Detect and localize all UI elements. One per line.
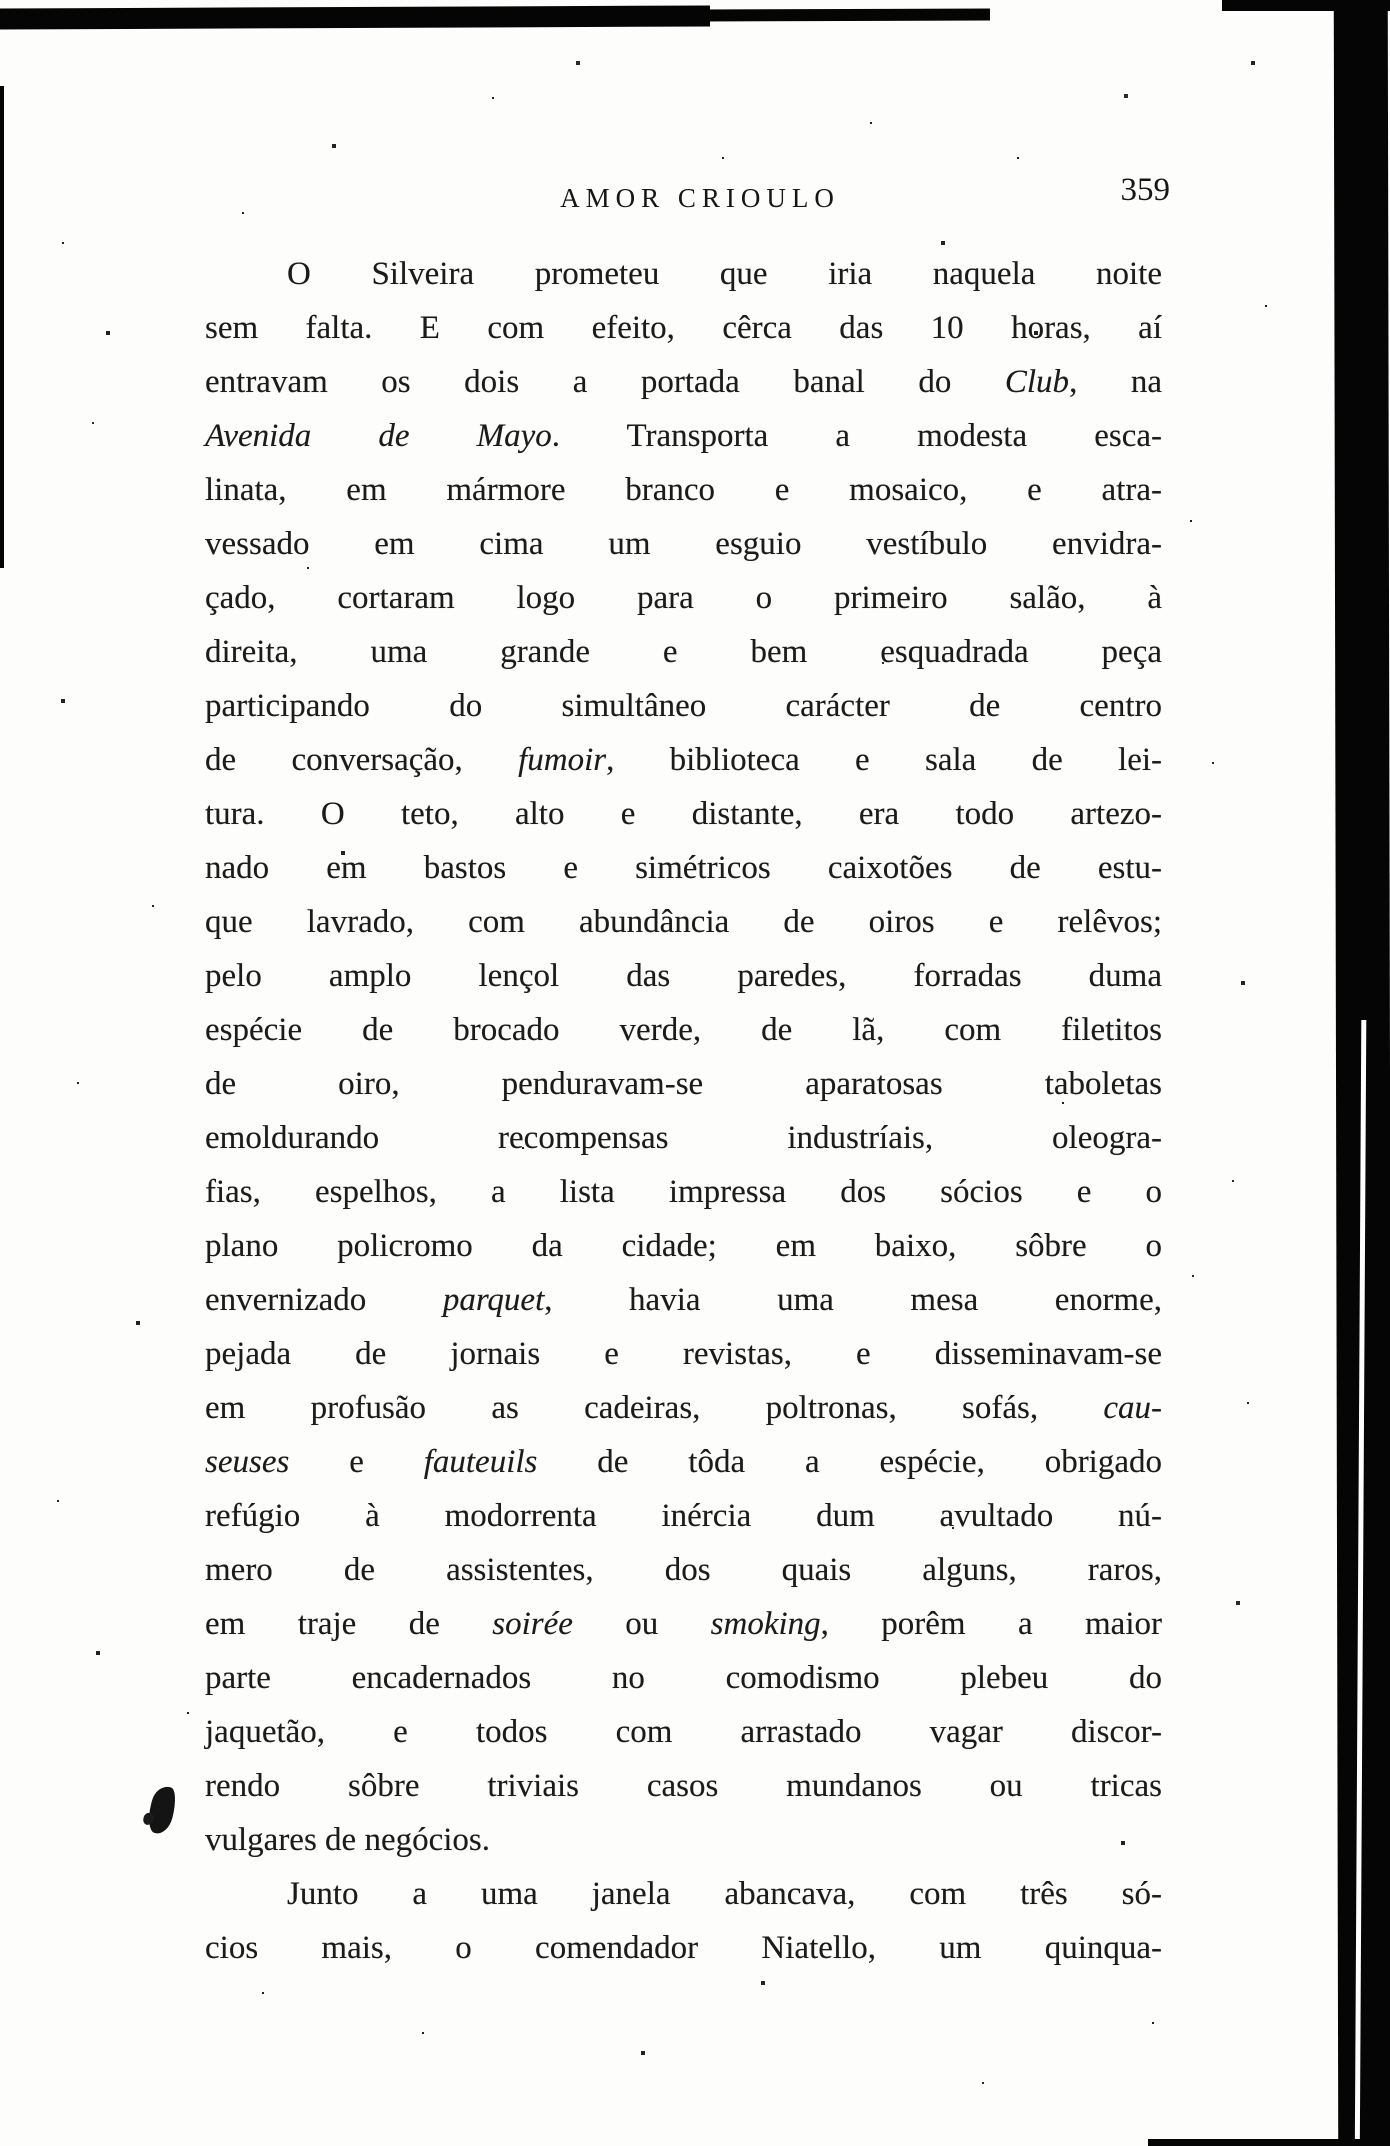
text-segment: , biblioteca e sala de lei-: [606, 742, 1162, 778]
text-line: [205, 1651, 1162, 1705]
scan-artifact-top-bar-right: [700, 8, 990, 21]
text-segment: que lavrado, com abundância de oiros e relêvos;: [205, 904, 1162, 940]
text-segment: fias, espelhos, a lista impressa dos sócios e o: [205, 1174, 1162, 1210]
italic-text-segment: seuses: [205, 1444, 290, 1480]
text-segment: entravam os dois a portada banal do: [205, 364, 1005, 400]
text-segment: ou: [572, 1606, 711, 1642]
text-line: [205, 1219, 1162, 1273]
paragraph: [205, 1867, 1162, 1975]
text-segment: Junto a uma janela abancava, com três só-: [287, 1876, 1162, 1912]
text-line: [205, 625, 1162, 679]
text-segment: linata, em mármore branco e mosaico, e atra-: [205, 472, 1162, 508]
text-line: [205, 1813, 1162, 1867]
text-segment: nado em bastos e simétricos caixotões de estu-: [205, 850, 1162, 886]
text-segment: espécie de brocado verde, de lã, com filetitos: [205, 1012, 1162, 1048]
text-segment: em traje de: [205, 1606, 493, 1642]
text-line: [205, 1057, 1162, 1111]
text-segment: envernizado: [205, 1282, 443, 1318]
text-line: [205, 733, 1162, 787]
text-line: [205, 463, 1162, 517]
text-segment: mero de assistentes, dos quais alguns, raros,: [205, 1552, 1162, 1588]
text-segment: de oiro, penduravam-se aparatosas taboletas: [205, 1066, 1162, 1102]
text-segment: vulgares de negócios.: [205, 1822, 490, 1858]
page-number: 359: [1120, 172, 1170, 208]
text-line: [205, 841, 1162, 895]
text-line: [205, 1381, 1162, 1435]
text-line: [205, 571, 1162, 625]
italic-text-segment: parquet: [442, 1282, 545, 1318]
scan-noise-specks: [0, 0, 2, 2]
text-segment: emoldurando recompensas industríais, oleogra-: [205, 1120, 1162, 1156]
paragraph: [205, 247, 1162, 1867]
italic-text-segment: soirée: [492, 1606, 573, 1642]
text-line: [205, 1867, 1162, 1921]
text-segment: rendo sôbre triviais casos mundanos ou tricas: [205, 1768, 1162, 1804]
text-line: [205, 517, 1162, 571]
text-segment: pejada de jornais e revistas, e disseminavam-se: [205, 1336, 1162, 1372]
text-segment: sem falta. E com efeito, cêrca das 10 horas, aí: [205, 310, 1162, 346]
text-line: [205, 949, 1162, 1003]
text-line: [205, 1165, 1162, 1219]
scan-artifact-bottom-strip: [1148, 2139, 1390, 2146]
text-line: [205, 1327, 1162, 1381]
text-line: [205, 1543, 1162, 1597]
italic-text-segment: cau-: [1103, 1390, 1162, 1426]
text-line: [205, 787, 1162, 841]
text-line: [205, 247, 1162, 301]
text-line: [205, 1489, 1162, 1543]
italic-text-segment: Club: [1004, 364, 1070, 400]
text-segment: parte encadernados no comodismo plebeu do: [205, 1660, 1162, 1696]
italic-text-segment: Avenida de Mayo: [205, 418, 552, 454]
text-segment: pelo amplo lençol das paredes, forradas duma: [205, 958, 1162, 994]
text-segment: vessado em cima um esguio vestíbulo envidra-: [205, 526, 1162, 562]
italic-text-segment: fauteuils: [423, 1444, 538, 1480]
text-segment: . Transporta a modesta esca-: [551, 418, 1162, 454]
text-line: [205, 1003, 1162, 1057]
text-segment: , havia uma mesa enorme,: [544, 1282, 1162, 1318]
text-line: [205, 1111, 1162, 1165]
text-line: [205, 301, 1162, 355]
text-segment: jaquetão, e todos com arrastado vagar discor-: [205, 1714, 1162, 1750]
text-line: [205, 1921, 1162, 1975]
italic-text-segment: smoking: [710, 1606, 821, 1642]
body-text-block: [205, 247, 1162, 1975]
text-segment: refúgio à modorrenta inércia dum avultado nú-: [205, 1498, 1162, 1534]
ink-blot: [145, 1784, 180, 1836]
text-line: [205, 355, 1162, 409]
text-line: [205, 1705, 1162, 1759]
text-segment: participando do simultâneo carácter de centro: [205, 688, 1162, 724]
text-line: [205, 1273, 1162, 1327]
text-line: [205, 1435, 1162, 1489]
text-line: [205, 1597, 1162, 1651]
text-segment: cios mais, o comendador Niatello, um quinqua-: [205, 1930, 1162, 1966]
text-segment: , porêm a maior: [820, 1606, 1162, 1642]
text-line: [205, 679, 1162, 733]
text-line: [205, 409, 1162, 463]
text-line: [205, 1759, 1162, 1813]
text-segment: plano policromo da cidade; em baixo, sôbre o: [205, 1228, 1162, 1264]
text-segment: direita, uma grande e bem esquadrada peça: [205, 634, 1162, 670]
text-segment: de conversação,: [205, 742, 519, 778]
text-segment: tura. O teto, alto e distante, era todo artezo-: [205, 796, 1162, 832]
text-segment: de tôda a espécie, obrigado: [537, 1444, 1162, 1480]
running-title: AMOR CRIOULO: [560, 183, 840, 213]
italic-text-segment: fumoir: [518, 742, 607, 778]
scan-artifact-right-band: [1334, 0, 1390, 2146]
text-segment: em profusão as cadeiras, poltronas, sofás,: [205, 1390, 1104, 1426]
text-segment: O Silveira prometeu que iria naquela noite: [287, 256, 1162, 292]
scan-artifact-top-bar-left: [0, 5, 710, 29]
scan-artifact-white-sliver: [1355, 1020, 1366, 2146]
scan-artifact-left-edge: [0, 86, 4, 568]
text-segment: , na: [1069, 364, 1162, 400]
text-segment: çado, cortaram logo para o primeiro salão, à: [205, 580, 1162, 616]
text-line: [205, 895, 1162, 949]
text-segment: e: [289, 1444, 424, 1480]
